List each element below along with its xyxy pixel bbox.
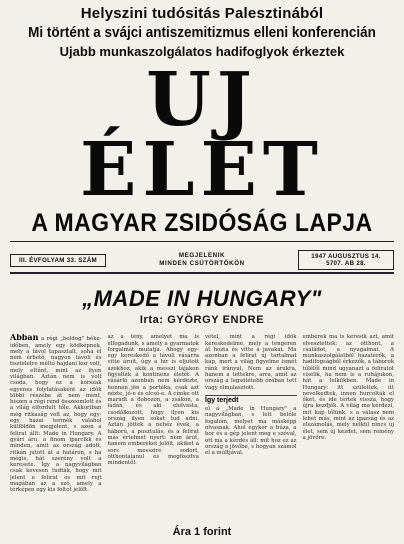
lead-word: Abban bbox=[10, 334, 39, 343]
article-headline: „MADE IN HUNGARY" bbox=[82, 286, 322, 312]
publication-frequency bbox=[159, 252, 244, 269]
masthead-subtitle: A MAGYAR ZSIDÓSÁG LAPJA bbox=[31, 209, 373, 238]
column-paragraph: el a „Made in Hungary" a nagyvilágban, s lett belőle fogalom, melyet ma másképp olvasnak. Ahol egykor a búza, a bor és a gép jelent meg e szóval, ott ma a kérdés áll: mit hoz ez az ország a jövőbe, s hogyan számol el a múltjával. bbox=[205, 406, 297, 457]
article-column-1 bbox=[10, 334, 102, 520]
divider bbox=[10, 272, 394, 274]
column-paragraph: vétel, mint a régi idők kereskedelme, mely a tengeren át hozta és vitte a javakat. Ma azonban a felirat új tartalmat kap, mert a világ figyelme ismét ránk irányul. Nem az árukra, hanem a tettekre, arra, amit az ország a legsötétebb órában tett vagy elmulasztott. bbox=[205, 334, 297, 391]
column-paragraph: az a tény, amelyet ma is elfogadunk, s amely a gyarmatok forgalmát mutatja. Ahogy egy-egy kereskedő a távoli vásárra vitte áruit, úgy a hír is eljutott azokhoz, akik a messzi tájakon figyelték a kontinens életét. A vásárló azonban nem kérdezte, honnan jön a portéka, csak azt nézte, jó-e és olcsó-e. A címke ott maradt a dobozon, a zsákon, a ládán, és aki elolvasta, csodálkozott, hogy ilyen kis ország ilyen sokat tud adni. Aztán jöttek a nehéz évek, a háború, a pusztulás, és a felirat más értelmet nyert: nem árut, hanem embereket jelölt, akiket a sors messzire sodort, otthontalanul és megfosztva mindentől. bbox=[107, 334, 199, 467]
issue-date-hebrew: 5707. AB 28. bbox=[326, 260, 366, 268]
issue-info-bar bbox=[10, 250, 394, 270]
column-paragraph: emberek ma is keresik azt, amit elvesztettek: az otthont, a családot, a nyugalmat. A munkaszolgálatból hazatérők, a hadifogságból érkezők, a táborok túlélői mind ugyanazt a feliratot viselik, ha nem is a ruhájukon, hát a lelkükben. Made in Hungary: itt születtek, itt nevelkedtek, innen hurcolták el őket, és ide tértek vissza, hogy újra kezdjék. A világ ma kérdezi, mit kap tőlünk, s a válasz nem lehet más, mint az igazság és az elszámolás, mely nélkül nincs új élet, sem új kezdet, sem remény a jövőre. bbox=[302, 334, 394, 441]
column-text: a régi „boldog" béke-időben, amely egy ködképnek, mely a távol tapasztalt, soha el nem érhető, nagyon távoli és tiszteletre méltó hajdani kor volt, mely eltűnt, mint az ilyen világban. Aztán nem is volt csoda, hogy ez a korszak egyenes folytatásaként az idők többi részébe át nem ment, hiszen a régi rend összeomlott és a világ elfordult tőle. Akkoriban még ritkaság volt az, hogy egy-egy hazai termék valahol külföldön megjelent, s azon a felirat állt: Made in Hungary. A gyári áru, a finom iparcikk és minden, amit az ország adott, ritkán jutott át a határon, s ha mégis, hát szerény volt a keresete. Így a nagyvilágban csak kevesen tudták, hogy mit jelent e felirat és mit rejt magában az a szó, amely a térképen egy kis foltot jelölt. bbox=[10, 336, 102, 494]
frequency-line-2: MINDEN CSÜTÖRTÖKÖN bbox=[159, 260, 245, 268]
article-column-3 bbox=[205, 334, 297, 520]
banner-headline-3: Ujabb munkaszolgálatos hadifoglyok érkeztek bbox=[59, 44, 345, 59]
volume-number: III. ÉVFOLYAM 33. SZÁM bbox=[10, 254, 106, 267]
article-column-2 bbox=[108, 334, 200, 520]
masthead-title: UJ ÉLET bbox=[80, 56, 324, 213]
article-body bbox=[10, 334, 394, 520]
newspaper-page bbox=[0, 6, 404, 544]
divider bbox=[10, 241, 394, 242]
section-subhead: Így terjedt bbox=[205, 395, 297, 404]
issue-date bbox=[298, 250, 394, 270]
article-column-4 bbox=[303, 334, 395, 520]
article-byline: Irta: GYÖRGY ENDRE bbox=[139, 314, 265, 327]
banner-headline-1: Helyszini tudósitás Palesztinából bbox=[80, 6, 324, 22]
price-label: Ára 1 forint bbox=[172, 526, 232, 538]
banner-headline-2: Mi történt a svájci antiszemitizmus elleni konferencián bbox=[28, 25, 376, 41]
issue-date-gregorian: 1947 AUGUSZTUS 14. bbox=[311, 253, 381, 261]
frequency-line-1: MEGJELENIK bbox=[178, 251, 226, 259]
column-paragraph bbox=[10, 334, 102, 493]
